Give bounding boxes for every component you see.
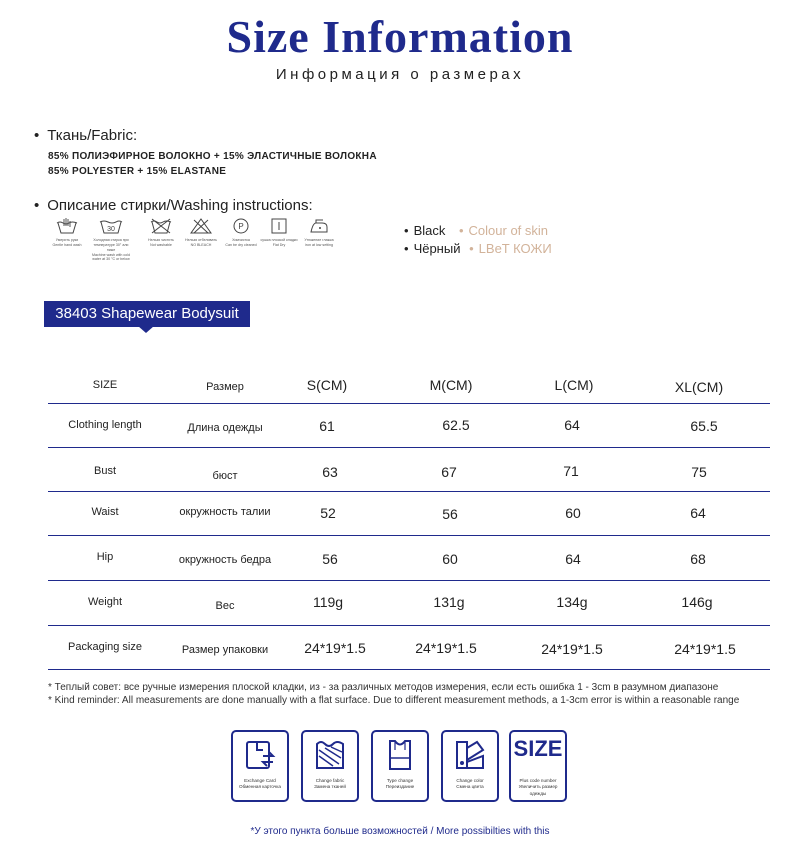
color-black-label-ru: • Чёрный [404, 241, 460, 256]
table-header-m: M(CM) [429, 377, 473, 393]
fabric-composition-en: 85% POLYESTER + 15% ELASTANE [48, 166, 227, 177]
color-skin-label-ru: • LBeT КОЖИ [469, 241, 552, 256]
table-cell: 60 [565, 505, 581, 521]
table-cell: 131g [433, 594, 465, 610]
row-label-ru: Вес [215, 600, 235, 612]
service-caption [303, 778, 357, 791]
change-color-icon [453, 738, 487, 772]
row-label: Waist [91, 506, 119, 518]
table-cell: 24*19*1.5 [415, 640, 477, 656]
row-label-ru: окружность бедра [178, 554, 272, 566]
table-cell: 63 [322, 464, 338, 480]
table-divider [48, 403, 770, 404]
row-label-ru: бюст [212, 470, 238, 482]
table-header-size: SIZE [92, 379, 118, 391]
wash-caption: Умерить руки Gentle hand wash [52, 238, 82, 247]
table-header-s: S(CM) [306, 377, 348, 393]
change-fabric-icon [313, 738, 347, 772]
page-title: Size Information [226, 11, 574, 62]
service-caption-en: Exchange Card [244, 778, 276, 783]
service-caption [373, 778, 427, 791]
table-cell: 64 [564, 417, 580, 433]
table-cell: 134g [556, 594, 588, 610]
service-caption [511, 778, 565, 797]
table-header-size-ru: Размер [206, 381, 244, 393]
table-header-l: L(CM) [554, 377, 594, 393]
service-caption-en: Type change [386, 778, 414, 783]
table-divider [48, 580, 770, 581]
table-cell: 64 [565, 551, 581, 567]
table-cell: 62.5 [442, 417, 470, 433]
type-change-icon [383, 738, 417, 772]
wash-caption: Нельзя отбеливать NO BLEACH [185, 238, 217, 247]
fabric-composition-ru: 85% ПОЛИЭФИРНОЕ ВОЛОКНО + 15% ЭЛАСТИЧНЫЕ ВОЛОКНА [48, 151, 377, 162]
table-cell: 146g [681, 594, 713, 610]
size-icon: SIZE [513, 736, 563, 761]
color-skin-label: • Colour of skin [459, 223, 548, 238]
measurement-note-en: * Kind reminder: All measurements are done manually with a flat surface. Due to different measurement methods, a 1-3cm error is within a reasonable range [48, 695, 740, 706]
service-caption-ru: Смена цвета [456, 784, 484, 790]
service-caption-en: Plus code number [519, 778, 557, 783]
row-label: Packaging size [68, 641, 142, 653]
table-cell: 67 [441, 464, 457, 480]
row-label-ru: Размер упаковки [181, 644, 269, 656]
wash-caption: Холодная стирка при температуре 30° али ниже Machine wash with cold water at 30 °C or below [92, 238, 130, 262]
service-change-color [441, 730, 499, 802]
service-caption-en: Change fabric [315, 778, 345, 783]
svg-text:P: P [238, 222, 244, 231]
service-caption [443, 778, 497, 791]
table-cell: 71 [563, 463, 579, 479]
color-black-label: • Black [404, 223, 445, 238]
service-caption [233, 778, 287, 791]
table-cell: 65.5 [690, 418, 718, 434]
service-type-change [371, 730, 429, 802]
exchange-card-icon [243, 738, 277, 772]
table-cell: 64 [690, 505, 706, 521]
row-label: Clothing length [68, 419, 142, 431]
table-cell: 52 [320, 505, 336, 521]
wash-caption: Нельзя чистить Not washable [148, 238, 174, 247]
table-cell: 119g [312, 594, 344, 610]
table-cell: 24*19*1.5 [541, 641, 603, 657]
row-label: Bust [93, 465, 117, 477]
product-banner: 38403 Shapewear Bodysuit [44, 301, 250, 327]
service-change-fabric [301, 730, 359, 802]
service-exchange-card [231, 730, 289, 802]
table-cell: 56 [322, 551, 338, 567]
service-caption-ru: Увеличить размер одежды [518, 784, 558, 796]
table-cell: 24*19*1.5 [674, 641, 736, 657]
service-caption-en: Change color [456, 778, 484, 783]
wash-caption: Химчистка Can be dry cleaned [225, 238, 257, 247]
table-cell: 60 [442, 551, 458, 567]
service-size [509, 730, 567, 802]
service-caption-ru: Переиздание [385, 784, 415, 790]
table-cell: 56 [442, 506, 458, 522]
row-label-ru: Длина одежды [187, 422, 263, 434]
table-cell: 24*19*1.5 [304, 640, 366, 656]
table-header-xl: XL(CM) [674, 379, 724, 395]
footer-note: *У этого пункта больше возможностей / More possibilties with this [250, 826, 550, 837]
service-caption-ru: Обменная карточка [239, 784, 281, 790]
table-divider [48, 491, 770, 492]
svg-text:30: 30 [107, 226, 115, 233]
row-label-ru: окружность талии [179, 506, 271, 518]
measurement-note-ru: * Теплый совет: все ручные измерения плоской кладки, из - за различных методов измерения, если есть ошибка 1 - 3cm в разумном диапазоне [48, 682, 719, 693]
fabric-heading: • Ткань/Fabric: [34, 127, 137, 144]
table-divider [48, 625, 770, 626]
table-cell: 61 [319, 418, 335, 434]
service-caption-ru: Замена тканей [314, 784, 346, 790]
page-subtitle: Информация о размерах [275, 66, 525, 83]
row-label: Weight [87, 596, 123, 608]
wash-caption: сушка плоской кладки Flat Dry [260, 238, 298, 247]
table-cell: 75 [691, 464, 707, 480]
wash-caption: Утюжение глажка iron at low setting [304, 238, 334, 247]
washing-heading: • Описание стирки/Washing instructions: [34, 197, 313, 214]
table-divider [48, 535, 770, 536]
table-divider [48, 447, 770, 448]
table-divider [48, 669, 770, 670]
row-label: Hip [96, 551, 114, 563]
table-cell: 68 [690, 551, 706, 567]
